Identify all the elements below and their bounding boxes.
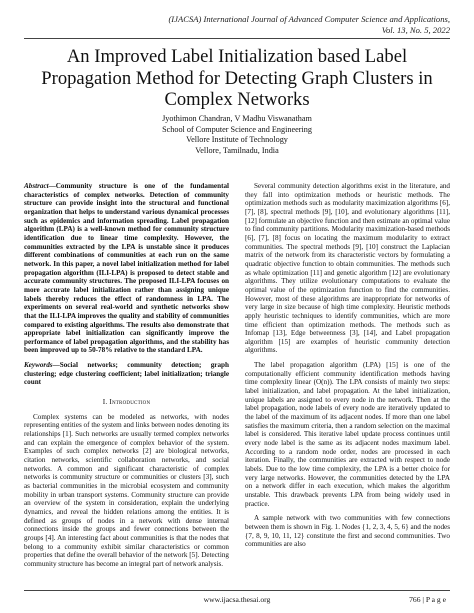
- right-paragraph-3: A sample network with two communities with few connections between them is shown in Fig. 1. Nodes {1, 2, 3, 4, 5, 6} and the nodes {7, 8, 9, 10, 11, 12} constitute the first and second communities. Two communities are also: [245, 514, 450, 549]
- author-school: School of Computer Science and Engineering: [162, 124, 312, 134]
- author-institute: Vellore Institute of Technology: [186, 135, 288, 145]
- footer-rule: [24, 590, 450, 591]
- journal-header: [90, 14, 450, 35]
- abstract-lead: Abstract: [24, 182, 49, 190]
- author-names: Jyothimon Chandran, V Madhu Viswanatham: [162, 114, 312, 123]
- keywords: [24, 361, 229, 387]
- abstract: [24, 182, 229, 355]
- title-line-1: An Improved Label Initialization based Label: [66, 46, 408, 67]
- page-number: 766 | P a g e: [409, 595, 446, 604]
- abstract-text: —Community structure is one of the fundamental characteristics of complex networks. Detection of community structure can provide insight into the structural and functional organization that helps to understand various dynamical processes such as epidemics and information spreading. Label propagation algorithm (LPA) is a well-known method for community structure identification due to linear time complexity. However, the communities extracted by the LPA is unstable since it produces different combinations of communities at each run on the same network. In this paper, a novel label initialization method for label propagation algorithm (ILI-LPA) is proposed to detect stable and accurate community structures. The proposed ILI-LPA focuses on more accurate label initialization rather than assigning unique labels thereby reduces the effect of randomness in LPA. The experiments on several real-world and synthetic networks show that the ILI-LPA improves the quality and stability of communities compared to existing algorithms. The results also demonstrate that appropriate label initialization can significantly improve the performance of label propagation algorithms, and the stability has been improved up to 50-78% relative to the standard LPA.: [24, 182, 229, 355]
- title-line-2: Propagation Method for Detecting Graph Clusters in: [41, 67, 433, 89]
- footer-url: www.ijacsa.thesai.org: [203, 595, 271, 604]
- paper-title: [22, 46, 452, 111]
- keywords-text: —Social networks; community detection; graph clustering; edge clustering coefficient; label initialization; triangle count: [24, 361, 229, 387]
- right-paragraph-1: Several community detection algorithms exist in the literature, and they fall into optimization methods or heuristic methods. The optimization methods such as modularity maximization algorithms [6], [7], [8], spectral methods [9], [10], and evolutionary algorithms [11], [12] formulate an objective function and then estimate an optimal value to find community partitions. Modularity maximization-based methods [6], [7], [8] focus on locating the maximum modularity to extract communities. The spectral methods [9], [10] construct the Laplacian matrix of the network from its characteristic vectors by formulating a quadratic objective function to obtain communities. The methods such as whale optimization [11] and genetic algorithm [12] are evolutionary algorithms. They utilize evolutionary computations to evaluate the optimal value of the optimization function to find the communities. However, most of these algorithms are inappropriate for networks of very large in size because of high time complexity. Heuristic methods apply heuristic techniques to identify communities, which are more time efficient than optimization methods. The methods such as Infomap [13], Edge betweenness [3], [14], and Label propagation algorithm [15] are examples of heuristic community detection algorithms.: [245, 182, 450, 355]
- author-location: Vellore, Tamilnadu, India: [195, 145, 279, 155]
- keywords-lead: Keywords: [24, 361, 53, 370]
- title-line-3: Complex Networks: [164, 89, 310, 110]
- right-column: [245, 182, 450, 555]
- journal-name: (IJACSA) International Journal of Advanced Computer Science and Applications,: [168, 14, 450, 24]
- left-column: [24, 182, 229, 573]
- intro-paragraph-1: Complex systems can be modeled as networks, with nodes representing entities of the system and links between nodes denoting its relationships [1]. Such networks are usually termed complex networks and can explain the emergence of complex behavior of the system. Examples of such complex networks [2] are biological networks, citation networks, scientific collaboration networks, and social networks. A common and significant characteristic of complex networks is community structure or communities or clusters [3], such as bacterial communities in the microbial ecosystem and community mobility in urban transport systems. Community structure can provide an overview of the system in consideration, explain the underlying dynamics, and reveal the hidden relations among the entities. It is defined as groups of nodes in a network with dense internal connections inside the groups and fewer connections between the groups [4]. An interesting fact about communities is that the nodes that belong to a community exhibit similar characteristics or common properties that define the overall behavior of the network [5]. Detecting community structure has become an integral part of network analysis.: [24, 412, 229, 568]
- author-block: [0, 114, 474, 156]
- journal-volume: Vol. 13, No. 5, 2022: [381, 24, 450, 35]
- right-paragraph-2: The label propagation algorithm (LPA) [15] is one of the computationally efficient community identification methods having time complexity linear (O(n)). The LPA consists of mainly two steps: label initialization, and label propagation. At the label initialization, unique labels are assigned to every node in the network. Then at the label propagation, node labels of every node are iteratively updated to the label of the maximum of its adjacent nodes. If more than one label satisfies the maximum criteria, then a random selection on the maximal label is considered. This iterative label update process continues until every node label is the same as its adjacent nodes maximum label. According to a random node order, nodes are processed in each iteration. Finally, the communities are extracted with respect to node labels. Due to the low time complexity, the LPA is a better choice for very large networks. However, the communities detected by the LPA on a network differ in each execution, which makes the algorithm unstable. This drawback prevents LPA from being widely used in practice.: [245, 361, 450, 508]
- section-heading-introduction: I. Introduction: [102, 397, 151, 407]
- header-rule: [24, 38, 450, 39]
